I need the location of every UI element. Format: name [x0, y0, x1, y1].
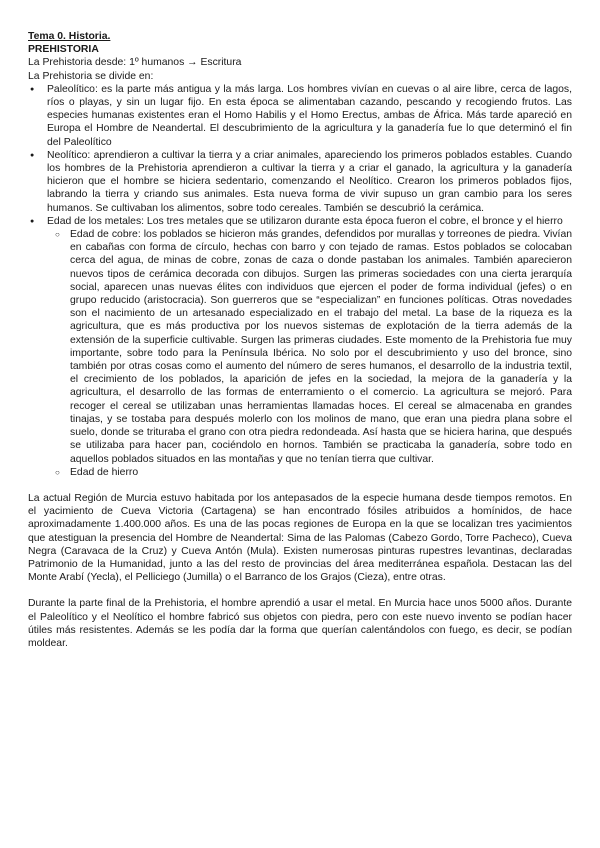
document-title: Tema 0. Historia. — [28, 31, 111, 42]
intro-line: La Prehistoria desde: 1º humanos → Escritura — [28, 57, 242, 69]
list-item-edad-metales: ● Edad de los metales: Los tres metales que se utilizaron durante esta época fueron el cobre, el bronce y el hierro — [28, 215, 572, 228]
paragraph-metal: Durante la parte final de la Prehistoria, el hombre aprendió a usar el metal. En Murcia hace unos 5000 años. Durante el Paleolítico y el Neolítico el hombre fabricó sus objetos con piedra, pero con este nuevo invento se podían hacer útiles más resistentes. Además se les podía dar la forma que querían calentándolos con fuego, es decir, se podían moldear. — [28, 598, 572, 649]
spacer — [28, 584, 572, 597]
sublist-item-edad-cobre: ○ Edad de cobre: los poblados se hicieron más grandes, defendidos por murallas y torreones de piedra. Vivían en cabañas con forma de círculo, hechas con barro y con tejado de ramas. Estos poblados se colocaban cerca del agua, de minas de cobre, zonas de caza o donde pastaban los animales. También aparecieron nuevos tipos de cerámica decorada con dibujos. Surgen las primeras sociedades con una cierta jerarquía social, aparecen unas nuevas élites con individuos que ejercen el poder de forma individual (jefes) o en grupo reducido (aristocracia). Son guerreros que se “especializan” en funciones políticas. Otras novedades son el nacimiento de un artesanado especializado en el trabajo del metal. La base de la riqueza es la agricultura, que es más productiva por los nuevos sistemas de explotación de la tierra además de la extensión de la superficie cultivable. Surgen las primeras ciudades. Este momento de la Prehistoria fue muy importante, sobre todo para la Península Ibérica. No solo por el descubrimiento y uso del bronce, sino también por otras cosas como el aumento del número de seres humanos, el desarrollo de la industria textil, el crecimiento de los poblados, la aparición de jefes en la sociedad, la mejora de la ganadería y la agricultura, el desarrollo de las formas de enterramiento o el comercio. La agricultura se mejoró. Para recoger el cereal se utilizaban unas herramientas llamadas hoces. El cereal se almacenaba en grandes tinajas, y se tostaba para después molerlo con los molinos de mano, que eran una piedra plana sobre el suelo, donde se trituraba el grano con otra piedra redondeada. Así hasta que se hiciera harina, que después se utilizaba para hacer pan, cociéndolo en hornos. También se practicaba la ganadería, sobre todo en aquellos poblados situados en las montañas y que no tenían tierra que cultivar. — [28, 228, 572, 466]
section-heading: PREHISTORIA — [28, 44, 99, 56]
period-list — [28, 83, 572, 479]
sublist-item-edad-hierro: ○ Edad de hierro — [28, 466, 572, 479]
spacer — [28, 479, 572, 492]
document-page — [28, 30, 572, 650]
paragraph-murcia: La actual Región de Murcia estuvo habitada por los antepasados de la especie humana desde tiempos remotos. En el yacimiento de Cueva Victoria (Cartagena) se han encontrado fósiles atribuidos a homínidos, de hace aproximadamente 1.400.000 años. Es una de las pocas regiones de Europa en la que se localizan tres yacimientos que atestiguan la presencia del Hombre de Neandertal: Sima de las Palomas (Cabezo Gordo, Torre Pacheco), Cueva Negra (Caravaca de la Cruz) y Cueva Antón (Mula). Existen numerosas pinturas rupestres levantinas, declaradas Patrimonio de la Humanidad, junto a las del resto de provincias del área mediterránea española. Destacan las del Monte Arabí (Yecla), el Pelliciego (Jumilla) o el Barranco de los Grajos (Cieza), entre otras. — [28, 492, 572, 584]
intro-line: La Prehistoria se divide en: — [28, 70, 154, 82]
list-item-paleolitico: ● Paleolítico: es la parte más antigua y la más larga. Los hombres vivían en cuevas o al aire libre, cerca de lagos, ríos o playas, y sin un lugar fijo. En esta época se alimentaban cazando, pescando y recogiendo frutos. Las especies humanas existentes eran el Homo Habilis y el Homo Erectus, ambas de África. Más tarde apareció en Europa el Hombre de Neandertal. El descubrimiento de la agricultura y la ganadería fue lo que determinó el fin del Paleolítico — [28, 83, 572, 149]
list-item-neolitico: ● Neolítico: aprendieron a cultivar la tierra y a criar animales, apareciendo los primeros poblados estables. Cuando los hombres de la Prehistoria aprendieron a cultivar la tierra y a criar el ganado, la agricultura y la ganadería hicieron que el hombre se hiciera sedentario, comenzando el Neolítico. Crearon los primeros poblados fijos, labrando la tierra y criando sus animales. Esta nueva forma de vivir supuso un gran cambio para los seres humanos. Se cultivaban los alimentos, sobre todo cereales. También se descubrió la cerámica. — [28, 149, 572, 215]
